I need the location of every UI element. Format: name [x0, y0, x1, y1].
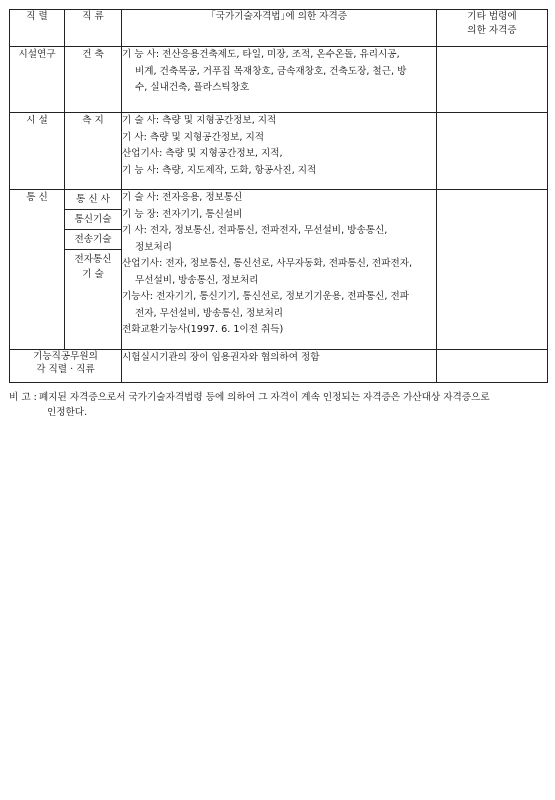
table-row [10, 47, 548, 113]
table-row [10, 113, 548, 190]
class-item: 전자통신 [74, 254, 112, 265]
cert-line: 기 능 사: 전산응용건축제도, 타일, 미장, 조적, 온수온돌, 유리시공, [122, 49, 400, 60]
header-series: 직 렬 [10, 10, 65, 47]
footnote-text: 폐지된 자격증으로서 국가기술자격법령 등에 의하여 그 자격이 계속 인정되는 자격증은 가산대상 자격증으로 [39, 392, 490, 403]
cert-cell [122, 350, 437, 383]
cert-line: 시험실시기관의 장이 임용권자와 협의하여 정함 [122, 352, 320, 363]
other-cert-cell [437, 190, 548, 350]
cert-line: 기 능 장: 전자기기, 통신설비 [122, 208, 243, 220]
cert-line: 비계, 건축목공, 거푸집 목재창호, 금속재창호, 건축도장, 철근, 방 [135, 65, 407, 77]
cert-cell [122, 47, 437, 113]
cert-line: 기 능 사: 측량, 지도제작, 도화, 항공사진, 지적 [122, 164, 317, 176]
other-cert-cell [437, 350, 548, 383]
class-item: 기 술 [82, 269, 104, 280]
series-cell: 시 설 [10, 113, 65, 190]
class-item: 전송기술 [65, 230, 121, 250]
other-cert-cell [437, 113, 548, 190]
class-item: 통신기술 [65, 210, 121, 230]
cert-line: 기 사: 전자, 정보통신, 전파통신, 전파전자, 무선설비, 방송통신, [122, 225, 388, 236]
cert-cell [122, 190, 437, 350]
cert-line: 기 술 사: 전자응용, 정보통신 [122, 192, 243, 203]
table-row [10, 350, 548, 383]
footnote-label: 비 고 : [9, 392, 37, 403]
cert-line: 산업기사: 전자, 정보통신, 통신선로, 사무자동화, 전파통신, 전파전자, [122, 258, 413, 269]
cert-cell [122, 113, 437, 190]
header-national-cert: ｢국가기술자격법｣에 의한 자격증 [122, 10, 437, 47]
table-row [10, 190, 548, 350]
cert-line: 수, 실내건축, 플라스틱창호 [135, 82, 250, 93]
cert-line: 산업기사: 측량 및 지형공간정보, 지적, [122, 148, 283, 159]
cert-line: 정보처리 [135, 241, 173, 253]
footnote-text-cont: 인정한다. [47, 407, 88, 418]
cert-line: 전화교환기능사(1997. 6. 1이전 취득) [122, 324, 284, 335]
cert-line: 기 사: 측량 및 지형공간정보, 지적 [122, 131, 265, 143]
series-cell: 시설연구 [10, 47, 65, 113]
table-header-row [10, 10, 548, 47]
cert-line: 무선설비, 방송통신, 정보처리 [135, 274, 259, 286]
qualification-table [9, 9, 548, 383]
class-cell: 측 지 [65, 113, 122, 190]
cert-line: 기능사: 전자기기, 통신기기, 통신선로, 정보기기운용, 전파통신, 전파 [122, 291, 410, 302]
class-item: 통 신 사 [65, 190, 121, 210]
footnote [9, 390, 544, 420]
cert-line: 기 술 사: 측량 및 지형공간정보, 지적 [122, 115, 277, 126]
series-cell: 기능직공무원의 각 직렬 · 직류 [10, 350, 122, 383]
class-cell [65, 190, 122, 350]
header-class: 직 류 [65, 10, 122, 47]
other-cert-cell [437, 47, 548, 113]
class-cell: 건 축 [65, 47, 122, 113]
cert-line: 전자, 무선설비, 방송통신, 정보처리 [135, 307, 284, 319]
series-cell: 통 신 [10, 190, 65, 350]
header-other-cert: 기타 법령에 의한 자격증 [437, 10, 548, 47]
